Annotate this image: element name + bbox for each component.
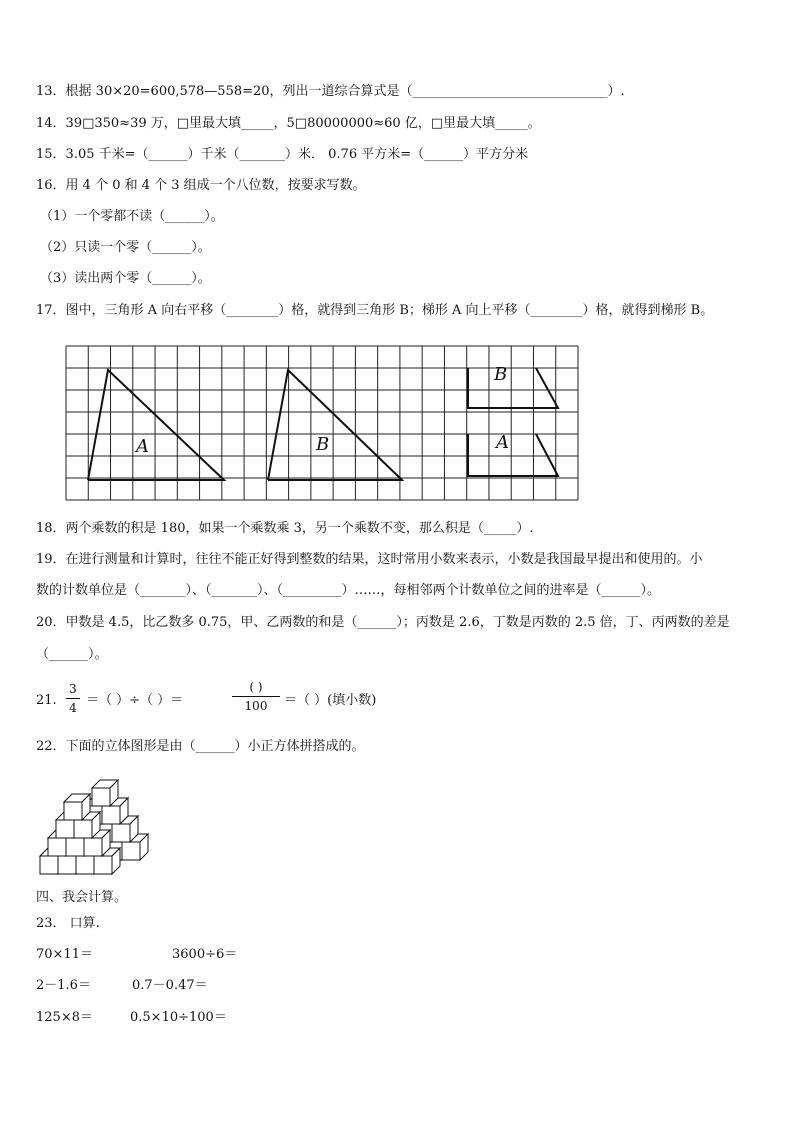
shapes: [88, 368, 558, 480]
question-15: 15．3.05 千米=（______）千米（_______）米． 0.76 平方米=（______）平方分米: [36, 147, 529, 162]
fraction-over-hundred: [232, 680, 280, 713]
question-14: 14．39□350≈39 万，□里最大填_____，5□80000000≈60 亿，□里最大填_____。: [36, 116, 541, 131]
question-21-number: 21.: [36, 693, 57, 708]
question-21-tail: ＝（ ）(填小数): [284, 693, 377, 708]
question-19-line-2: 数的计数单位是（_______）、（_______）、（_________）……，每相邻两个计数单位之间的进率是（______）。: [36, 583, 661, 598]
section-four-heading: 四、我会计算。: [36, 890, 128, 905]
question-16-part-3: （3）读出两个零（______）。: [40, 271, 211, 286]
calc-2minus1.6: 2－1.6＝: [36, 978, 91, 993]
triangle-b: [268, 370, 402, 480]
calc-125x8: 125×8＝: [36, 1010, 93, 1025]
question-16-part-1: （1）一个零都不读（______）。: [40, 209, 224, 224]
question-19-line-1: 19．在进行测量和计算时，往往不能正好得到整数的结果，这时常用小数来表示，小数是我国最早提出和使用的。小: [36, 552, 703, 567]
fraction-numerator: 3: [69, 682, 77, 696]
question-16-part-2: （2）只读一个零（______）。: [40, 240, 211, 255]
fraction-bar: [232, 696, 280, 697]
fraction-numerator-blank: ( ): [249, 680, 263, 694]
fraction-bar: [66, 698, 80, 699]
label-trapezoid-a: A: [496, 432, 509, 453]
question-21-middle: ＝（ ）÷（ ）＝: [86, 693, 184, 708]
cube-stack-svg: [38, 776, 158, 878]
question-20-line-1: 20．甲数是 4.5，比乙数多 0.75，甲、乙两数的和是（______）；丙数是 2.6，丁数是丙数的 2.5 倍，丁、丙两数的差是: [36, 615, 730, 630]
trapezoid-a: [468, 434, 558, 476]
question-23: 23． 口算.: [36, 916, 100, 931]
label-triangle-b: B: [316, 434, 330, 455]
calc-0.7minus0.47: 0.7－0.47＝: [132, 978, 208, 993]
label-trapezoid-b: B: [494, 364, 508, 385]
label-triangle-a: A: [136, 436, 149, 457]
question-16: 16．用 4 个 0 和 4 个 3 组成一个八位数，按要求写数。: [36, 178, 366, 193]
question-13: 13．根据 30×20=600,578—558=20，列出一道综合算式是（______________________________）.: [36, 84, 625, 99]
cube-stack-figure: [38, 776, 158, 878]
fraction-three-quarters: [66, 682, 80, 715]
question-17: 17．图中，三角形 A 向右平移（________）格，就得到三角形 B；梯形 A 向上平移（________）格，就得到梯形 B。: [36, 303, 714, 318]
calc-3600div6: 3600÷6＝: [172, 947, 238, 962]
fraction-denominator: 100: [244, 699, 268, 713]
calc-0.5x10div100: 0.5×10÷100＝: [130, 1010, 227, 1025]
question-20-line-2: （______）。: [36, 647, 108, 662]
question-22: 22．下面的立体图形是由（______）小正方体拼搭成的。: [36, 739, 365, 754]
trapezoid-b: [468, 368, 558, 408]
cube: [92, 780, 118, 806]
translation-grid-figure: [64, 340, 582, 508]
triangle-a: [88, 370, 224, 480]
question-18: 18．两个乘数的积是 180，如果一个乘数乘 3，另一个乘数不变，那么积是（_____）.: [36, 521, 534, 536]
cube: [64, 794, 90, 820]
fraction-denominator: 4: [69, 701, 77, 715]
calc-70x11: 70×11＝: [36, 947, 93, 962]
